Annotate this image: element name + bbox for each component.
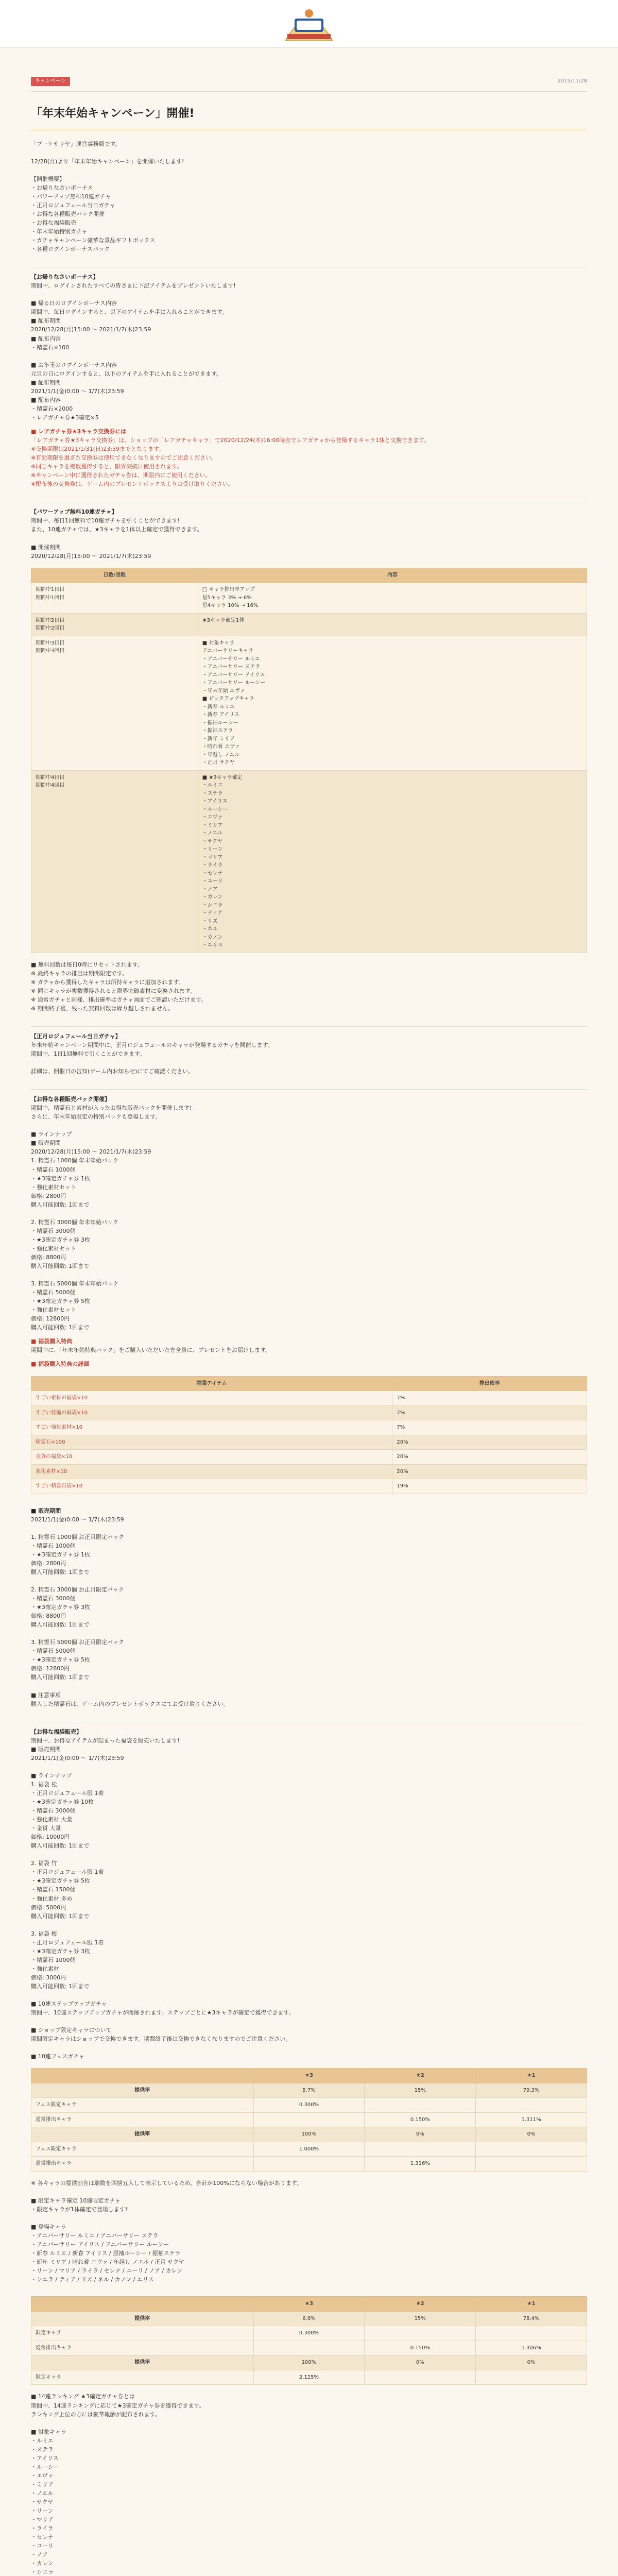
table-cell: 提供率: [31, 2355, 254, 2370]
section-text: 2021/1/1(金)0:00 ～ 1/7(木)23:59 1. 精霊石 1000個 お正月限定パック ・精霊石 1000個 ・★3確定ガチャ券 1枚 価格: 2800円 購入可能回数: 1回まで 2. 精霊石 3000個 お正月限定パック ・精霊石 3000個 ・★3確定ガチャ券 3枚 価格: 8800円 購入可能回数: 1回まで 3. 精霊石 5000個 お正月限定パック ・精霊石 5000個 ・★3確定ガチャ券 5枚 価格: 12800円 購入可能回数: 1回まで ■ 注意事項 購入した精霊石は、ゲーム内のプレゼントボックスにてお受け取りください。: [31, 1516, 229, 1707]
table-row: [31, 2127, 587, 2142]
section-notes: ■ 14連ランキング ★3確定ガチャ券とは 期間中、14連ランキングに応じて★3確定ガチャ券を獲得できます。 ランキング上位の方には豪華報酬が配布されます。 ■ 対象キャラ ・ルミエ ・ステラ ・アイリス ・ルーシー ・エヴァ ・ミリア ・ノエル ・サクヤ ・リーン ・マリア ・ライラ ・セレナ ・ユーリ ・ノア ・カレン ・シエラ: [31, 2393, 205, 2576]
table-cell: 提供率: [31, 2083, 254, 2098]
table-cell: 限定キャラ: [31, 2326, 254, 2341]
table-cell: 1.000%: [253, 2142, 365, 2157]
table-row: [31, 1435, 587, 1450]
table-cell: [476, 2157, 587, 2172]
table-row: [31, 1405, 587, 1420]
table-cell: 強化素材×10: [31, 1464, 392, 1479]
table-row: [31, 2083, 587, 2098]
table-cell: 20%: [392, 1464, 587, 1479]
table-cell: [365, 2142, 476, 2157]
site-header: [0, 0, 618, 48]
table-cell: 7%: [392, 1420, 587, 1435]
category-badge[interactable]: キャンペーン: [31, 77, 70, 86]
table-cell: 0.300%: [253, 2326, 365, 2341]
table-cell: 0.150%: [365, 2112, 476, 2127]
section-text: 期間中、ログインされたすべての皆さまに下記アイテムをプレゼントいたします! ■ 帰る日のログインボーナス内容 期間中、毎日ログインすると、以下のアイテムを手に入れることができます。 ■ 配布期間 2020/12/28(月)15:00 ～ 2021/1/7(木)23:59 ■ 配布内容 ・精霊石×100 ■ お年玉のログインボーナス内容 元旦の日にログインすると、以下のアイテムを手に入れることができます。 ■ 配布期間 2021/1/1(金)0:00 ～ 1/7(木)23:59 ■ 配布内容 ・精霊石×2000 ・レアガチャ券★3確定×5: [31, 282, 236, 421]
table-cell: 78.4%: [476, 2311, 587, 2326]
section-text: 期間中、お得なアイテムが詰まった福袋を販売いたします! ■ 販売期間 2021/1/1(金)0:00 ～ 1/7(木)23:59 ■ ラインナップ 1. 福袋 松 ・正月ロジュフェール服 1着 ・★3確定ガチャ券 10枚 ・精霊石 3000個 ・強化素材 大量 ・金貨 大量 価格: 10000円 購入可能回数: 1回まで 2. 福袋 竹 ・正月ロジュフェール服 1着 ・★3確定ガチャ券 5枚 ・精霊石 1500個 ・強化素材 多め 価格: 5000円 購入可能回数: 1回まで 3. 福袋 梅 ・正月ロジュフェール服 1着 ・★3確定ガチャ券 3枚 ・精霊石 1000個 ・強化素材 価格: 3000円 購入可能回数: 1回まで ■ 10連ステップアップガチャ 期間中、10連ステップアップガチャが開催されます。ステップごとに★3キャラが確定で獲得できます。 ■ ショップ限定キャラについて 期間限定キャラはショップで交換できます。期間終了後は交換できなくなりますのでご注意ください。 ■ 10連フェスガチャ: [31, 1737, 295, 2060]
free-gacha-table: [31, 568, 587, 953]
table-cell: □ キャラ排出率アップ 星5キャラ 3% → 6% 星4キャラ 10% → 16%: [198, 583, 587, 614]
table-cell: [253, 2112, 365, 2127]
table-row: [31, 1450, 587, 1465]
gift-text: 期間中に、「年末年始特典パック」をご購入いただいた方全員に、プレゼントをお届けします。: [31, 1347, 271, 1354]
table-row: [31, 1479, 587, 1494]
table-cell: 通常排出キャラ: [31, 2341, 254, 2355]
table-cell: 精霊石×100: [31, 1435, 392, 1450]
table-header: ★3: [253, 2297, 365, 2312]
table-header: 福袋アイテム: [31, 1376, 392, 1391]
table-row: [31, 1420, 587, 1435]
article-meta: [31, 48, 587, 92]
fes-rate-table: [31, 2068, 587, 2172]
table-cell: 期間中2日目 期間中2回目: [31, 613, 198, 636]
table-cell: 提供率: [31, 2127, 254, 2142]
table-cell: 15%: [365, 2083, 476, 2098]
table-header: ★2: [365, 2297, 476, 2312]
section-free-gacha: [31, 502, 587, 1013]
game-logo-icon[interactable]: [283, 4, 335, 43]
table-cell: すごい素材の福袋×10: [31, 1391, 392, 1406]
table-row: [31, 613, 587, 636]
table-row: [31, 636, 587, 770]
table-cell: 0.150%: [365, 2341, 476, 2355]
section-heading: 【お得な各種販売パック開催】: [31, 1089, 587, 1104]
section-heading: 【お得な福袋販売】: [31, 1722, 587, 1736]
table-cell: 金貨の福袋×10: [31, 1450, 392, 1465]
table-cell: 20%: [392, 1435, 587, 1450]
table-cell: [253, 2157, 365, 2172]
table-cell: ■ ★3キャラ確定 ・ルミエ ・ステラ ・アイリス ・ルーシー ・エヴァ ・ミリア ・ノエル ・サクヤ ・リーン ・マリア ・ライラ ・セレナ ・ユーリ ・ノア ・カレン ・シエラ ・ティア ・リズ ・ネル ・カノン ・エリス: [198, 770, 587, 953]
table-cell: 100%: [253, 2127, 365, 2142]
table-cell: 2.125%: [253, 2370, 365, 2385]
table-cell: ★3キャラ確定1体: [198, 613, 587, 636]
table-cell: 5.7%: [253, 2083, 365, 2098]
table-cell: 7%: [392, 1391, 587, 1406]
table-cell: 1.311%: [476, 2112, 587, 2127]
table-row: [31, 2370, 587, 2385]
table-cell: 19%: [392, 1479, 587, 1494]
table-cell: 6.6%: [253, 2311, 365, 2326]
section-notes: ■ 無料回数は毎日0時にリセットされます。 ※ 最終キャラの排出は期間限定です。 ※ ガチャから獲得したキャラは所持キャラに追加されます。 ※ 同じキャラが複数獲得されると限界突破素材に変換されます。 ※ 通常ガチャと同様、排出確率はガチャ画面でご確認いただけます。 ※ 期間終了後、残った無料回数は繰り越しされません。: [31, 961, 207, 1012]
table-row: [31, 2142, 587, 2157]
section-subheading: ■ 販売期間: [31, 1507, 61, 1514]
table-header: [31, 2297, 254, 2312]
section-login-bonus: [31, 267, 587, 488]
table-cell: [365, 2098, 476, 2113]
table-cell: 79.3%: [476, 2083, 587, 2098]
gift-table-title: ■ 福袋購入特典の詳細: [31, 1361, 90, 1368]
table-cell: [365, 2370, 476, 2385]
table-row: [31, 1464, 587, 1479]
section-limited-gacha: [31, 2296, 587, 2576]
table-header: 排出確率: [392, 1376, 587, 1391]
table-cell: [476, 2370, 587, 2385]
table-cell: 1.316%: [365, 2157, 476, 2172]
table-row: [31, 2157, 587, 2172]
section-heading: 【お帰りなさいボーナス】: [31, 267, 587, 281]
table-header: ★1: [476, 2069, 587, 2083]
limited-rate-table: [31, 2296, 587, 2385]
section-new-year-packs: [31, 1506, 587, 1708]
gift-table: [31, 1376, 587, 1494]
table-header: 内容: [198, 568, 587, 583]
section-text: 期間中、毎日1回無料で10連ガチャを引くことができます! また、10連ガチャでは、★3キャラを1体以上確定で獲得できます。 ■ 開催期間 2020/12/28(月)15:00 ～ 2021/1/7(木)23:59: [31, 517, 203, 560]
table-cell: [253, 2341, 365, 2355]
table-header: [31, 2069, 254, 2083]
table-cell: 期間中1日目 期間中1回目: [31, 583, 198, 614]
section-heading: 【パワーアップ無料10連ガチャ】: [31, 502, 587, 516]
table-header: ★1: [476, 2297, 587, 2312]
table-row: [31, 2098, 587, 2113]
table-cell: [476, 2326, 587, 2341]
table-cell: 提供率: [31, 2311, 254, 2326]
table-cell: 0.300%: [253, 2098, 365, 2113]
table-cell: 0%: [476, 2355, 587, 2370]
section-packs: [31, 1089, 587, 1494]
table-cell: 期間中3日目 期間中3回目: [31, 636, 198, 770]
table-cell: [476, 2098, 587, 2113]
section-text: 年末年始キャンペーン期間中に、正月ロジュフェールのキャラが登場するガチャを開催します。 期間中、1日1回無料で引くことができます。 詳細は、開催日の告知(ゲーム内お知らせ)にてご確認ください。: [31, 1041, 273, 1075]
table-cell: フェス限定キャラ: [31, 2098, 254, 2113]
table-cell: ■ 対象キャラ アニバーサリーキャラ ・アニバーサリー ルミエ ・アニバーサリー ステラ ・アニバーサリー アイリス ・アニバーサリー ルーシー ・年末年始 エヴァ ■ ピックアップキャラ ・新春 ルミエ ・新春 アイリス ・振袖ルーシー ・振袖ステラ ・新年 ミリア ・晴れ着 エヴァ ・年越し ノエル ・正月 サクヤ: [198, 636, 587, 770]
table-cell: 7%: [392, 1405, 587, 1420]
table-row: [31, 1391, 587, 1406]
table-header: 日数/回数: [31, 568, 198, 583]
table-cell: 15%: [365, 2311, 476, 2326]
table-cell: すごい装備の福袋×10: [31, 1405, 392, 1420]
exchange-ticket-heading: ■ レアガチャ券★3キャラ交換券には: [31, 428, 127, 435]
table-row: [31, 2355, 587, 2370]
table-cell: 100%: [253, 2355, 365, 2370]
table-row: [31, 2112, 587, 2127]
table-row: [31, 770, 587, 953]
gift-heading: ■ 福袋購入特典: [31, 1338, 73, 1345]
table-cell: 通常排出キャラ: [31, 2157, 254, 2172]
table-cell: [365, 2326, 476, 2341]
page-title: 「年末年始キャンペーン」開催!: [31, 105, 587, 130]
table-cell: 期間中4日目 期間中4回目: [31, 770, 198, 953]
post-date: 2015/11/28: [557, 78, 587, 84]
section-notes: ※ 各キャラの提供割合は端数を四捨五入して表示しているため、合計が100%にならない場合があります。 ■ 限定キャラ確定 10連限定ガチャ ・限定キャラが1体確定で登場します! ■ 登場キャラ ・アニバーサリー ルミエ / アニバーサリー ステラ ・アニバーサリー アイリス / アニバーサリー ルーシー ・新春 ルミエ / 新春 アイリス / 振袖ルーシー / 振袖ステラ ・新年 ミリア / 晴れ着 エヴァ / 年越し ノエル / 正月 サクヤ ・リーン / マリア / ライラ / セレナ / ユーリ / ノア / カレン ・シエラ / ティア / リズ / ネル / カノン / エリス: [31, 2179, 302, 2283]
article: [31, 48, 587, 2576]
table-row: [31, 2326, 587, 2341]
section-heading: 【正月ロジュフェール当日ガチャ】: [31, 1026, 587, 1041]
intro-text: 「ブーケサリヤ」運営事務局です。 12/28(月)より「年末年始キャンペーン」を開催いたします! 【開催概要】 ・お帰りなさいボーナス ・パワーアップ無料10連ガチャ ・正月ロジュフェール当日ガチャ ・お得な各種販売パック開催 ・お得な福袋販売 ・年末年始特別ガチャ ・ガチャキャンペーン豪華な景品ギフトボックス ・各種ログインボーナスパック: [31, 140, 184, 253]
exchange-ticket-text: 「レアガチャ券★3キャラ交換券」は、ショップの「レアガチャキャラ」で2020/12/24(木)16:00時点でレアガチャから登場するキャラ1体と交換できます。 ※交換期限は2021/1/31(日)23:59までとなります。 ※有効期限を過ぎた交換券は使用できなくなりますのでご注意ください。 ※同じキャラを複数獲得すると、限界突破に使用されます。 ※キャンペーン中に獲得されたガチャ券は、期限内にご使用ください。 ※配布後の交換券は、ゲーム内のプレゼントボックスよりお受け取りください。: [31, 437, 430, 488]
table-cell: すごい強化素材×10: [31, 1420, 392, 1435]
table-cell: フェス限定キャラ: [31, 2142, 254, 2157]
table-cell: 20%: [392, 1450, 587, 1465]
table-row: [31, 2341, 587, 2355]
table-cell: 1.306%: [476, 2341, 587, 2355]
section-lucky-bags: [31, 1722, 587, 2284]
pack-list: 1. 精霊石 1000個 年末年始パック ・精霊石 1000個 ・★3確定ガチャ券 1枚 ・強化素材セット 価格: 2800円 購入可能回数: 1回まで 2. 精霊石 3000個 年末年始パック ・精霊石 3000個 ・★3確定ガチャ券 3枚 ・強化素材セット 価格: 8800円 購入可能回数: 1回まで 3. 精霊石 5000個 年末年始パック ・精霊石 5000個 ・★3確定ガチャ券 5枚 ・強化素材セット 価格: 12800円 購入可能回数: 1回まで: [31, 1157, 118, 1331]
table-cell: すごい精霊石袋×10: [31, 1479, 392, 1494]
table-cell: 0%: [365, 2127, 476, 2142]
table-cell: 通常排出キャラ: [31, 2112, 254, 2127]
table-row: [31, 2311, 587, 2326]
table-header: ★3: [253, 2069, 365, 2083]
table-cell: [476, 2142, 587, 2157]
table-cell: 0%: [365, 2355, 476, 2370]
table-cell: 0%: [476, 2127, 587, 2142]
section-text: 期間中、精霊石と素材が入ったお得な販売パックを開催します! さらに、年末年始限定の特別パックも登場します。 ■ ラインナップ ■ 販売期間 2020/12/28(月)15:00 ～ 2021/1/7(木)23:59: [31, 1105, 192, 1156]
table-header: ★2: [365, 2069, 476, 2083]
table-row: [31, 583, 587, 614]
section-new-year-gacha: [31, 1026, 587, 1076]
table-cell: 限定キャラ: [31, 2370, 254, 2385]
